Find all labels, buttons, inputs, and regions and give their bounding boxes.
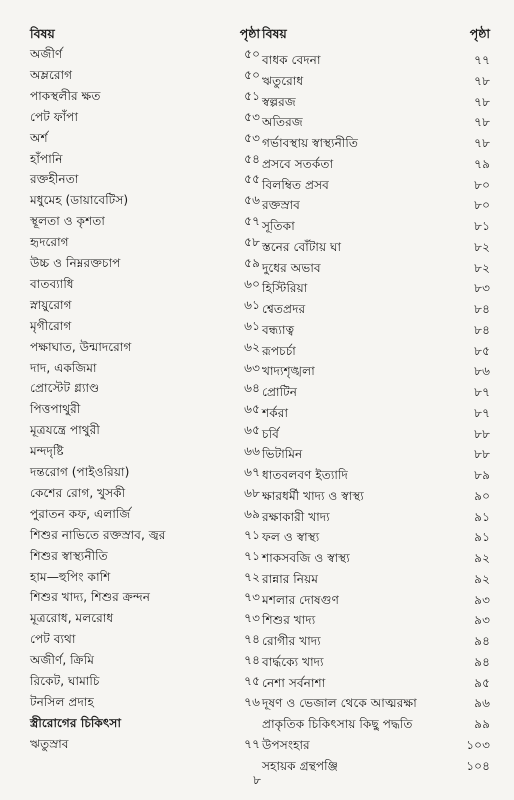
toc-entry-page: ৭১ xyxy=(244,527,260,542)
toc-entry-page: ৬২ xyxy=(244,339,260,354)
right-subject-header: বিষয় xyxy=(262,26,287,41)
toc-entry-title: অতিরজ xyxy=(262,115,303,130)
toc-entry-title: বিলম্বিত প্রসব xyxy=(262,177,329,192)
toc-entry xyxy=(262,714,490,735)
toc-entry-title: পাকস্থলীর ক্ষত xyxy=(30,88,101,103)
toc-entry-title: মৃগীরোগ xyxy=(30,318,72,333)
toc-entry-page: ৭৫ xyxy=(244,674,260,688)
toc-entry-title: দূষণ ও ভেজাল থেকে আত্মরক্ষা xyxy=(262,696,417,711)
toc-entry-title: রান্নার নিয়ম xyxy=(262,571,319,586)
toc-entry-title: দাদ, একজিমা xyxy=(30,360,97,375)
toc-entry-page: ৬৮ xyxy=(244,485,260,500)
toc-entry-title: প্রোটিন xyxy=(262,385,297,399)
toc-entry-title: অজীর্ণ xyxy=(30,47,63,61)
toc-entry-page: ১০৪ xyxy=(466,758,490,773)
toc-entry-page: ৮৫ xyxy=(474,343,490,358)
toc-entry-page: ৬৫ xyxy=(244,402,260,417)
toc-entry xyxy=(262,320,490,341)
toc-entry-page: ৯৪ xyxy=(474,634,490,648)
toc-entry xyxy=(262,175,490,196)
toc-entry-page: ৯৩ xyxy=(474,592,490,607)
page-folio: ৮ xyxy=(253,773,261,787)
toc-entry-page: ৭৪ xyxy=(244,632,260,647)
toc-entry xyxy=(30,692,260,713)
toc-entry xyxy=(30,629,260,650)
toc-entry-title: স্বল্পরজ xyxy=(262,94,296,109)
toc-entry-title: উচ্চ ও নিম্নরক্তচাপ xyxy=(30,256,121,270)
toc-entry xyxy=(262,92,490,113)
toc-entry xyxy=(30,399,260,420)
toc-entry-page: ৭৩ xyxy=(244,590,260,605)
toc-entry-page: ৯৩ xyxy=(474,613,490,628)
toc-entry-page: ৫৭ xyxy=(244,214,260,229)
toc-entry xyxy=(30,378,260,399)
toc-entry-title: স্নায়ুরোগ xyxy=(30,297,72,312)
toc-entry xyxy=(30,546,260,567)
toc-entry-title: পিত্তপাথুরী xyxy=(30,402,81,417)
toc-entry xyxy=(30,525,260,546)
toc-entry xyxy=(262,507,490,528)
toc-entry-page: ৮৭ xyxy=(474,405,490,420)
toc-entry xyxy=(262,652,490,673)
toc-entry-page: ৭৮ xyxy=(474,115,490,130)
toc-entry-page: ৬০ xyxy=(244,276,260,291)
toc-entry xyxy=(30,86,260,107)
toc-entry-page: ৮০ xyxy=(474,177,490,192)
toc-entry xyxy=(262,133,490,154)
toc-entry xyxy=(262,693,490,714)
right-page-header: পৃষ্ঠা xyxy=(469,26,490,41)
toc-entry xyxy=(30,295,260,316)
toc-entry xyxy=(262,361,490,382)
toc-entry-title: প্রাকৃতিক চিকিৎসায় কিছু পদ্ধতি xyxy=(262,717,413,731)
toc-entry-title: শ্বেতপ্রদর xyxy=(262,302,306,316)
toc-entry-title: রোগীর খাদ্য xyxy=(262,634,321,648)
toc-entry-page: ৬৭ xyxy=(244,465,260,479)
toc-entry-page: ৫৩ xyxy=(244,130,260,145)
toc-entry xyxy=(30,671,260,692)
toc-entry-title: ক্ষারধর্মী খাদ্য ও স্বাস্থ্য xyxy=(262,488,364,503)
toc-entry-page: ৭১ xyxy=(244,548,260,563)
toc-entry-page: ৮৩ xyxy=(474,281,490,296)
toc-entry-page: ৯২ xyxy=(474,571,490,586)
toc-entry-page: ৮০ xyxy=(474,198,490,213)
toc-entry-page: ৭৮ xyxy=(474,73,490,88)
toc-entry-title: হাঁপানি xyxy=(30,151,63,166)
toc-entry-title: রক্তস্রাব xyxy=(262,198,300,213)
toc-entry-title: মশলার দোষগুণ xyxy=(262,592,339,607)
toc-entry-page: ৬৪ xyxy=(244,381,260,396)
toc-entry xyxy=(30,232,260,253)
toc-entry-title: চর্বি xyxy=(262,426,279,441)
toc-entry-title: সূতিকা xyxy=(262,219,295,233)
toc-entry-title: সহায়ক গ্রন্থপঞ্জি xyxy=(262,758,339,773)
toc-entry-page: ৮৮ xyxy=(474,447,490,462)
toc-entry xyxy=(30,441,260,462)
toc-entry-title: কেশের রোগ, খুসকী xyxy=(30,485,126,500)
toc-entry-title: রক্ষাকারী খাদ্য xyxy=(262,509,330,524)
toc-entry-title: পুরাতন কফ, এলার্জি xyxy=(30,506,131,521)
toc-entry-title: স্ত্রীরোগের চিকিৎসা xyxy=(30,715,122,730)
toc-entry xyxy=(262,258,490,279)
toc-entry-title: শিশুর নাভিতে রক্তস্রাব, জ্বর xyxy=(30,527,166,542)
toc-entry-page: ৯৯ xyxy=(474,717,490,731)
toc-entry-title: খাদ্যশৃঙ্খলা xyxy=(262,364,315,379)
toc-entry-title: পেট ফাঁপা xyxy=(30,109,78,124)
toc-entry xyxy=(262,569,490,590)
toc-entry xyxy=(262,590,490,611)
toc-entry-page: ৮২ xyxy=(474,239,490,254)
toc-entry-title: রক্তহীনতা xyxy=(30,172,79,187)
toc-entry xyxy=(262,631,490,652)
toc-entry-title: অজীর্ণ, ক্রিমি xyxy=(30,653,94,668)
toc-entry-page: ৯২ xyxy=(474,551,490,565)
toc-entry-title: দন্তরোগ (পাইওরিয়া) xyxy=(30,465,130,479)
toc-entry-title: হৃদরোগ xyxy=(30,235,69,250)
toc-entry xyxy=(262,154,490,175)
toc-entry xyxy=(262,548,490,569)
toc-entry xyxy=(30,504,260,525)
toc-entry-page: ৫৪ xyxy=(244,151,260,166)
toc-entry xyxy=(30,734,260,755)
toc-entry-page: ৭৯ xyxy=(474,156,490,171)
toc-entry xyxy=(30,337,260,358)
toc-entry-title: বাধক বেদনা xyxy=(262,53,321,67)
toc-entry-page: ৭২ xyxy=(244,569,260,584)
toc-entry-title: অম্লরোগ xyxy=(30,67,73,82)
toc-entry xyxy=(262,444,490,465)
toc-entry-page: ৭৭ xyxy=(244,736,260,751)
toc-entry xyxy=(30,44,260,65)
toc-entry xyxy=(30,358,260,379)
toc-entry-page: ৭৬ xyxy=(244,694,260,709)
toc-entry-page: ৭৭ xyxy=(474,53,490,67)
toc-entry-page: ৯১ xyxy=(474,530,490,545)
toc-entry-title: ভিটামিন xyxy=(262,447,303,462)
toc-entry xyxy=(262,341,490,362)
toc-entry-title: ধাতবলবণ ইত্যাদি xyxy=(262,468,348,482)
toc-entry xyxy=(262,403,490,424)
toc-entry-title: উপসংহার xyxy=(262,737,310,752)
toc-entry-title: স্থূলতা ও কৃশতা xyxy=(30,214,105,229)
toc-entry xyxy=(30,128,260,149)
toc-entry xyxy=(30,420,260,441)
toc-entry-title: স্তনের বোঁটায় ঘা xyxy=(262,239,342,254)
toc-entry xyxy=(262,237,490,258)
toc-entry-page: ৮১ xyxy=(474,219,490,233)
left-page-header: পৃষ্ঠা xyxy=(239,26,260,41)
toc-entry-title: অর্শ xyxy=(30,130,48,145)
toc-entry-title: শিশুর খাদ্য xyxy=(262,613,316,628)
toc-entry xyxy=(30,650,260,671)
toc-entry-page: ৭৮ xyxy=(474,136,490,150)
toc-entry-page: ৭৮ xyxy=(474,94,490,109)
toc-entry xyxy=(262,195,490,216)
toc-entry-title: শিশুর স্বাস্থ্যনীতি xyxy=(30,548,108,563)
toc-entry-page: ৯১ xyxy=(474,509,490,524)
toc-entry-title: ঋতুস্রাব xyxy=(30,736,69,751)
toc-entry xyxy=(262,527,490,548)
toc-entry-title: হিস্টিরিয়া xyxy=(262,281,308,296)
toc-entry-title: শাকসবজি ও স্বাস্থ্য xyxy=(262,551,350,565)
toc-entry-page: ৬১ xyxy=(244,297,260,312)
toc-entry-title: গর্ভাবস্থায় স্বাস্থ্যনীতি xyxy=(262,136,358,150)
toc-entry xyxy=(30,567,260,588)
toc-entry-title: মূত্ররোধ, মলরোধ xyxy=(30,611,114,626)
toc-entry-page: ৫৫ xyxy=(244,172,260,187)
toc-entry xyxy=(30,190,260,211)
toc-entry-page: ৯৬ xyxy=(474,696,490,711)
toc-entry xyxy=(262,465,490,486)
toc-entry-page: ৯০ xyxy=(474,488,490,503)
toc-entry-title: ঋতুরোধ xyxy=(262,73,304,88)
toc-entry-title: রিকেট, ঘামাচি xyxy=(30,674,100,688)
toc-entry-title: ফল ও স্বাস্থ্য xyxy=(262,530,320,545)
toc-entry-title: মন্দদৃষ্টি xyxy=(30,444,64,459)
toc-entry-page: ৫৬ xyxy=(244,193,260,208)
toc-entry xyxy=(262,216,490,237)
toc-entry-page: ৫৩ xyxy=(244,109,260,124)
toc-entry-page: ৮২ xyxy=(474,260,490,275)
toc-entry-page: ৫০ xyxy=(244,47,260,61)
toc-entry-title: বন্ধ্যাত্ব xyxy=(262,322,295,337)
toc-entry-page: ৫৯ xyxy=(244,256,260,270)
toc-entry xyxy=(262,735,490,756)
toc-entry-title: প্রোস্টেট গ্ল্যাণ্ড xyxy=(30,381,100,396)
toc-entry-page: ৬৯ xyxy=(244,506,260,521)
toc-entry xyxy=(262,610,490,631)
toc-entry-title: রূপচর্চা xyxy=(262,343,296,358)
toc-entry-page: ৫৮ xyxy=(244,235,260,250)
toc-entry xyxy=(262,278,490,299)
toc-entry-title: বাতব্যাধি xyxy=(30,276,74,291)
toc-entry-page: ৮৭ xyxy=(474,385,490,399)
left-subject-header: বিষয় xyxy=(30,26,55,41)
toc-entry-page: ৮৪ xyxy=(474,302,490,316)
toc-entry-title: শর্করা xyxy=(262,405,288,420)
toc-entry-title: নেশা সর্বনাশা xyxy=(262,675,326,690)
toc-entry xyxy=(262,50,490,71)
toc-entry-page: ৯৫ xyxy=(474,675,490,690)
toc-entry-page: ৫০ xyxy=(244,67,260,82)
toc-entry-page: ৬৬ xyxy=(244,444,260,459)
toc-entry xyxy=(262,673,490,694)
toc-entry-page: ১০৩ xyxy=(466,737,490,752)
toc-entry xyxy=(30,483,260,504)
toc-entry xyxy=(30,169,260,190)
toc-entry xyxy=(262,382,490,403)
toc-entry xyxy=(30,65,260,86)
toc-entry xyxy=(30,149,260,170)
toc-entry xyxy=(262,486,490,507)
toc-entry xyxy=(30,587,260,608)
toc-entry-title: মধুমেহ (ডায়াবেটিস) xyxy=(30,193,129,208)
toc-entry-title: বার্দ্ধক্যে খাদ্য xyxy=(262,654,324,669)
toc-entry xyxy=(262,299,490,320)
toc-entry xyxy=(262,112,490,133)
toc-entry-page: ৮৯ xyxy=(474,468,490,482)
toc-entry-title: পেট ব্যথা xyxy=(30,632,76,647)
toc-entry-title: হাম—হুপিং কাশি xyxy=(30,569,111,584)
toc-entry xyxy=(30,462,260,483)
toc-entry-page: ৮৬ xyxy=(474,364,490,379)
toc-entry-page: ৭৩ xyxy=(244,611,260,626)
toc-entry xyxy=(30,316,260,337)
toc-entry xyxy=(30,107,260,128)
toc-entry-page: ৯৪ xyxy=(474,654,490,669)
toc-entry xyxy=(262,424,490,445)
toc-entry-page: ৫১ xyxy=(244,88,260,103)
toc-entry-page: ৬৫ xyxy=(244,423,260,438)
toc-entry xyxy=(30,713,260,734)
toc-entry xyxy=(30,608,260,629)
toc-entry xyxy=(30,274,260,295)
toc-entry xyxy=(30,253,260,274)
toc-entry-page: ৭৪ xyxy=(244,653,260,668)
toc-entry-page: ৬১ xyxy=(244,318,260,333)
toc-entry-title: শিশুর খাদ্য, শিশুর ক্রন্দন xyxy=(30,590,151,605)
toc-entry-page: ৮৮ xyxy=(474,426,490,441)
toc-entry-page: ৮৪ xyxy=(474,322,490,337)
toc-entry xyxy=(30,211,260,232)
toc-entry-title: দুধের অভাব xyxy=(262,260,321,275)
toc-entry-title: মূত্রযন্ত্রে পাথুরী xyxy=(30,423,100,438)
toc-entry-title: প্রসবে সতর্কতা xyxy=(262,156,334,171)
toc-entry-title: পক্ষাঘাত, উন্মাদরোগ xyxy=(30,339,132,354)
toc-entry-title: টনসিল প্রদাহ xyxy=(30,694,94,709)
toc-entry xyxy=(262,71,490,92)
toc-entry-page: ৬৩ xyxy=(244,360,260,375)
